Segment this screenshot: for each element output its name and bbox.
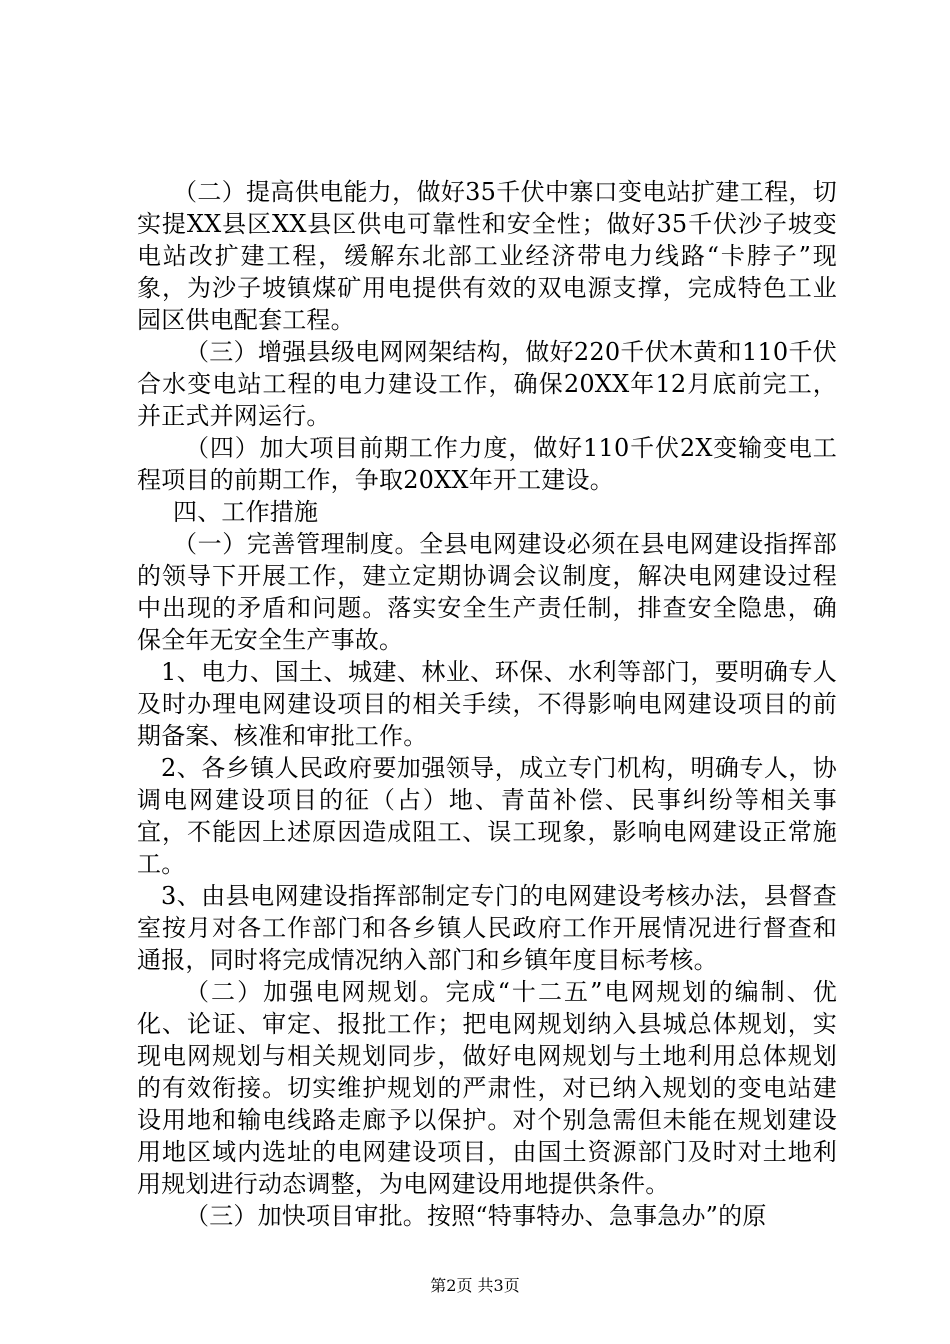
list-item-1-departments: 1、电力、国土、城建、林业、环保、水利等部门，要明确专人及时办理电网建设项目的相关手续，不得影响电网建设项目的前期备案、核准和审批工作。 [137,658,837,750]
paragraph-management-system: （一）完善管理制度。全县电网建设必须在县电网建设指挥部的领导下开展工作，建立定期协调会议制度，解决电网建设过程中出现的矛盾和问题。落实安全生产责任制，排查安全隐患，确保全年无安全生产事故。 [137,530,837,654]
page-number-footer: 第2页 共3页 [430,1276,520,1295]
paragraph-grid-planning: （二）加强电网规划。完成“十二五”电网规划的编制、优化、论证、审定、报批工作；把电网规划纳入县城总体规划，实现电网规划与相关规划同步，做好电网规划与土地利用总体规划的有效衔接。切实维护规划的严肃性，对已纳入规划的变电站建设用地和输电线路走廊予以保护。对个别急需但未能在规划建设用地区域内选址的电网建设项目，由国土资源部门及时对土地利用规划进行动态调整，为电网建设用地提供条件。 [137,978,837,1198]
paragraph-project-approval: （三）加快项目审批。按照“特事特办、急事急办”的原 [185,1202,767,1230]
list-item-2-township-governments: 2、各乡镇人民政府要加强领导，成立专门机构，明确专人，协调电网建设项目的征（占）地、青苗补偿、民事纠纷等相关事宜，不能因上述原因造成阻工、误工现象，影响电网建设正常施工。 [137,754,837,878]
document-body [137,176,837,1232]
paragraph-grid-structure: （三）增强县级电网网架结构，做好220千伏木黄和110千伏合水变电站工程的电力建设工作，确保20XX年12月底前完工，并正式并网运行。 [137,338,837,430]
section-heading-work-measures: 四、工作措施 [173,498,319,526]
list-item-3-assessment: 3、由县电网建设指挥部制定专门的电网建设考核办法，县督查室按月对各工作部门和各乡镇人民政府工作开展情况进行督查和通报，同时将完成情况纳入部门和乡镇年度目标考核。 [137,882,837,974]
paragraph-project-preparation: （四）加大项目前期工作力度，做好110千伏2X变输变电工程项目的前期工作，争取20XX年开工建设。 [137,434,837,494]
paragraph-power-supply-capacity: （二）提高供电能力，做好35千伏中寨口变电站扩建工程，切实提XX县区XX县区供电可靠性和安全性；做好35千伏沙子坡变电站改扩建工程，缓解东北部工业经济带电力线路“卡脖子”现象，为沙子坡镇煤矿用电提供有效的双电源支撑，完成特色工业园区供电配套工程。 [137,178,837,334]
